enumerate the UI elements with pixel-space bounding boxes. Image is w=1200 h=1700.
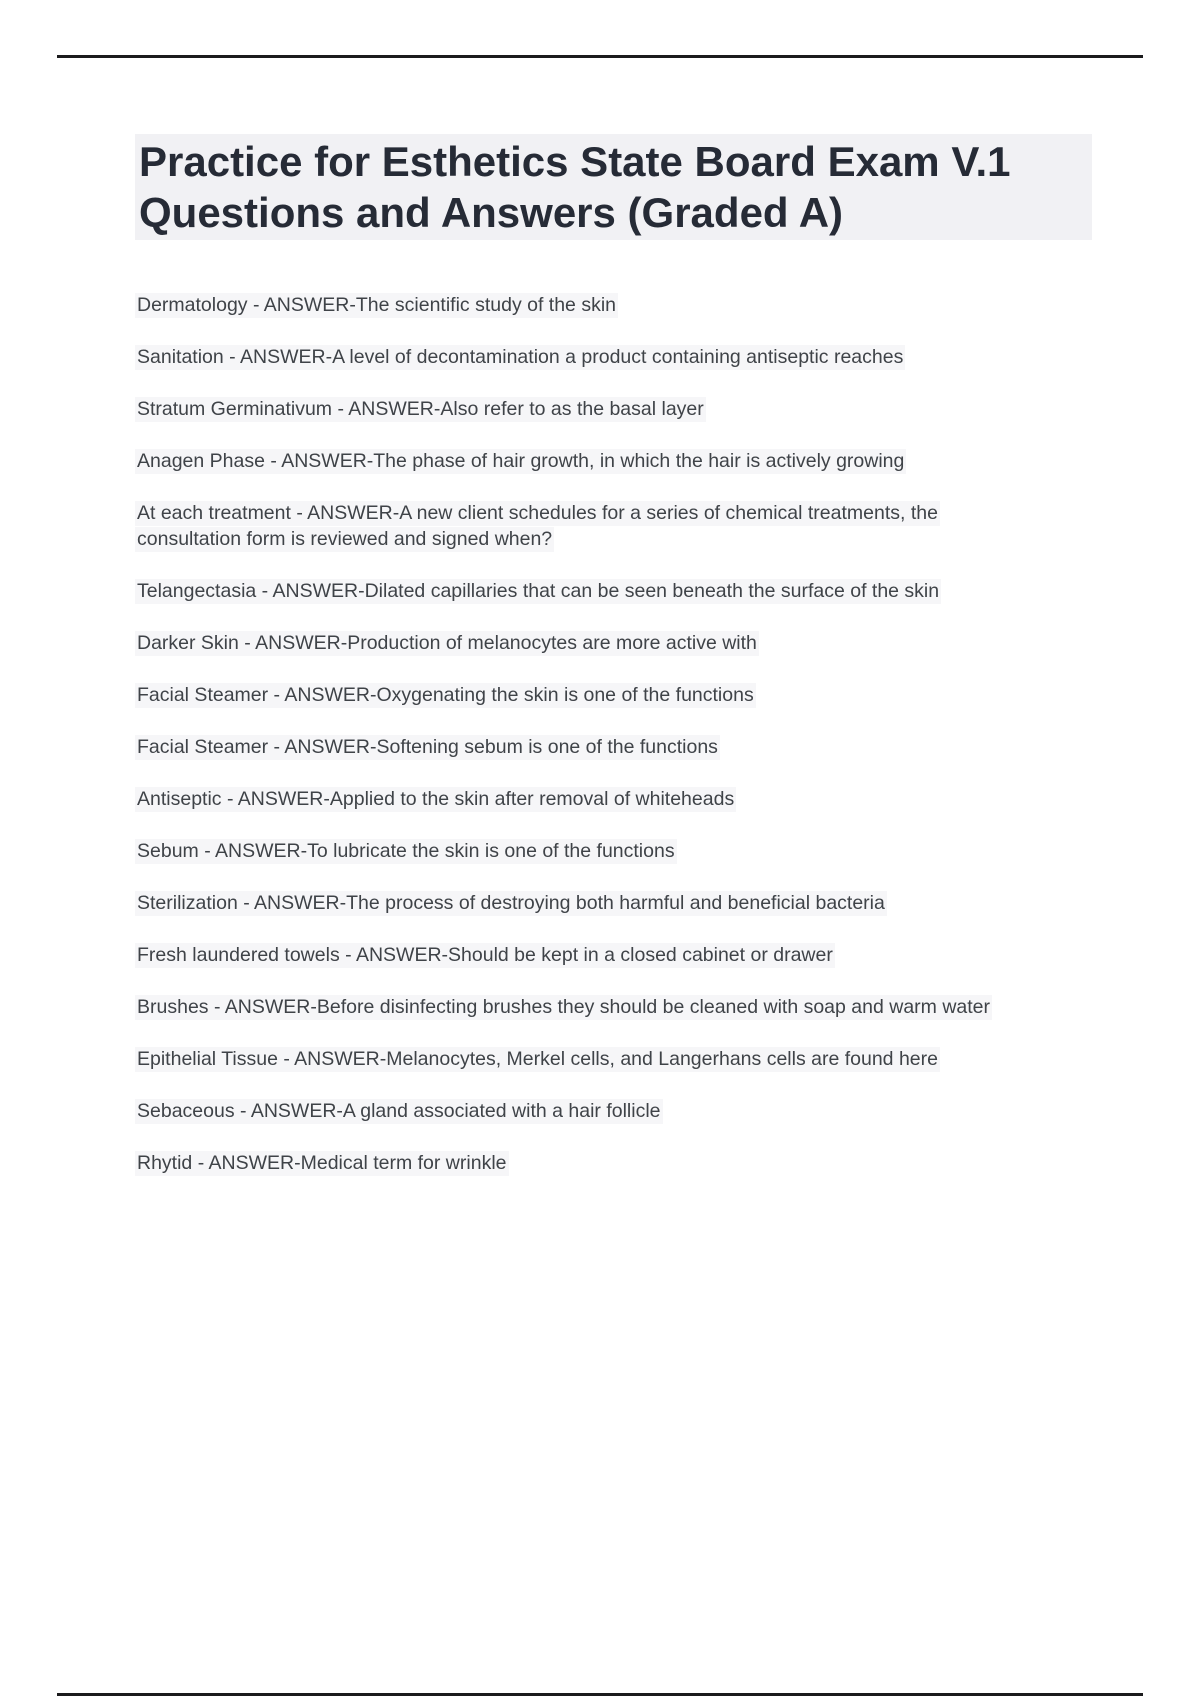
qa-item bbox=[135, 1046, 1003, 1072]
bottom-divider bbox=[57, 1693, 1143, 1696]
qa-item-text: Stratum Germinativum - ANSWER-Also refer to as the basal layer bbox=[137, 398, 704, 420]
qa-item bbox=[135, 630, 1003, 656]
qa-item bbox=[135, 942, 1003, 968]
qa-item bbox=[135, 448, 1003, 474]
qa-item-text: Anagen Phase - ANSWER-The phase of hair growth, in which the hair is actively growing bbox=[137, 450, 905, 472]
qa-item-text: Fresh laundered towels - ANSWER-Should be kept in a closed cabinet or drawer bbox=[137, 944, 833, 966]
document-title: Practice for Esthetics State Board Exam V.1 Questions and Answers (Graded A) bbox=[135, 134, 1092, 240]
qa-item-text: Rhytid - ANSWER-Medical term for wrinkle bbox=[137, 1152, 507, 1174]
qa-item bbox=[135, 292, 1003, 318]
qa-list bbox=[135, 292, 1003, 1176]
qa-item-text: Facial Steamer - ANSWER-Softening sebum is one of the functions bbox=[137, 736, 718, 758]
qa-item-text: Sterilization - ANSWER-The process of destroying both harmful and beneficial bacteria bbox=[137, 892, 885, 914]
qa-item bbox=[135, 500, 1003, 552]
qa-item-text: Darker Skin - ANSWER-Production of melanocytes are more active with bbox=[137, 632, 757, 654]
qa-item bbox=[135, 734, 1003, 760]
qa-item-text: At each treatment - ANSWER-A new client schedules for a series of chemical treatments, the consultation form is reviewed and signed when? bbox=[137, 502, 938, 550]
qa-item bbox=[135, 396, 1003, 422]
qa-item-text: Dermatology - ANSWER-The scientific study of the skin bbox=[137, 294, 616, 316]
qa-item-text: Sebum - ANSWER-To lubricate the skin is one of the functions bbox=[137, 840, 675, 862]
qa-item bbox=[135, 344, 1003, 370]
qa-item bbox=[135, 1098, 1003, 1124]
qa-item bbox=[135, 838, 1003, 864]
qa-item bbox=[135, 682, 1003, 708]
qa-item bbox=[135, 890, 1003, 916]
qa-item-text: Brushes - ANSWER-Before disinfecting brushes they should be cleaned with soap and warm water bbox=[137, 996, 991, 1018]
qa-item-text: Sebaceous - ANSWER-A gland associated with a hair follicle bbox=[137, 1100, 661, 1122]
document-content bbox=[135, 134, 1095, 1202]
qa-item bbox=[135, 1150, 1003, 1176]
qa-item bbox=[135, 994, 1003, 1020]
qa-item-text: Facial Steamer - ANSWER-Oxygenating the skin is one of the functions bbox=[137, 684, 754, 706]
qa-item-text: Epithelial Tissue - ANSWER-Melanocytes, Merkel cells, and Langerhans cells are found here bbox=[137, 1048, 938, 1070]
qa-item-text: Telangectasia - ANSWER-Dilated capillaries that can be seen beneath the surface of the skin bbox=[137, 580, 940, 602]
qa-item-text: Sanitation - ANSWER-A level of decontamination a product containing antiseptic reaches bbox=[137, 346, 904, 368]
qa-item bbox=[135, 786, 1003, 812]
qa-item-text: Antiseptic - ANSWER-Applied to the skin after removal of whiteheads bbox=[137, 788, 735, 810]
qa-item bbox=[135, 578, 1003, 604]
top-divider bbox=[57, 55, 1143, 58]
